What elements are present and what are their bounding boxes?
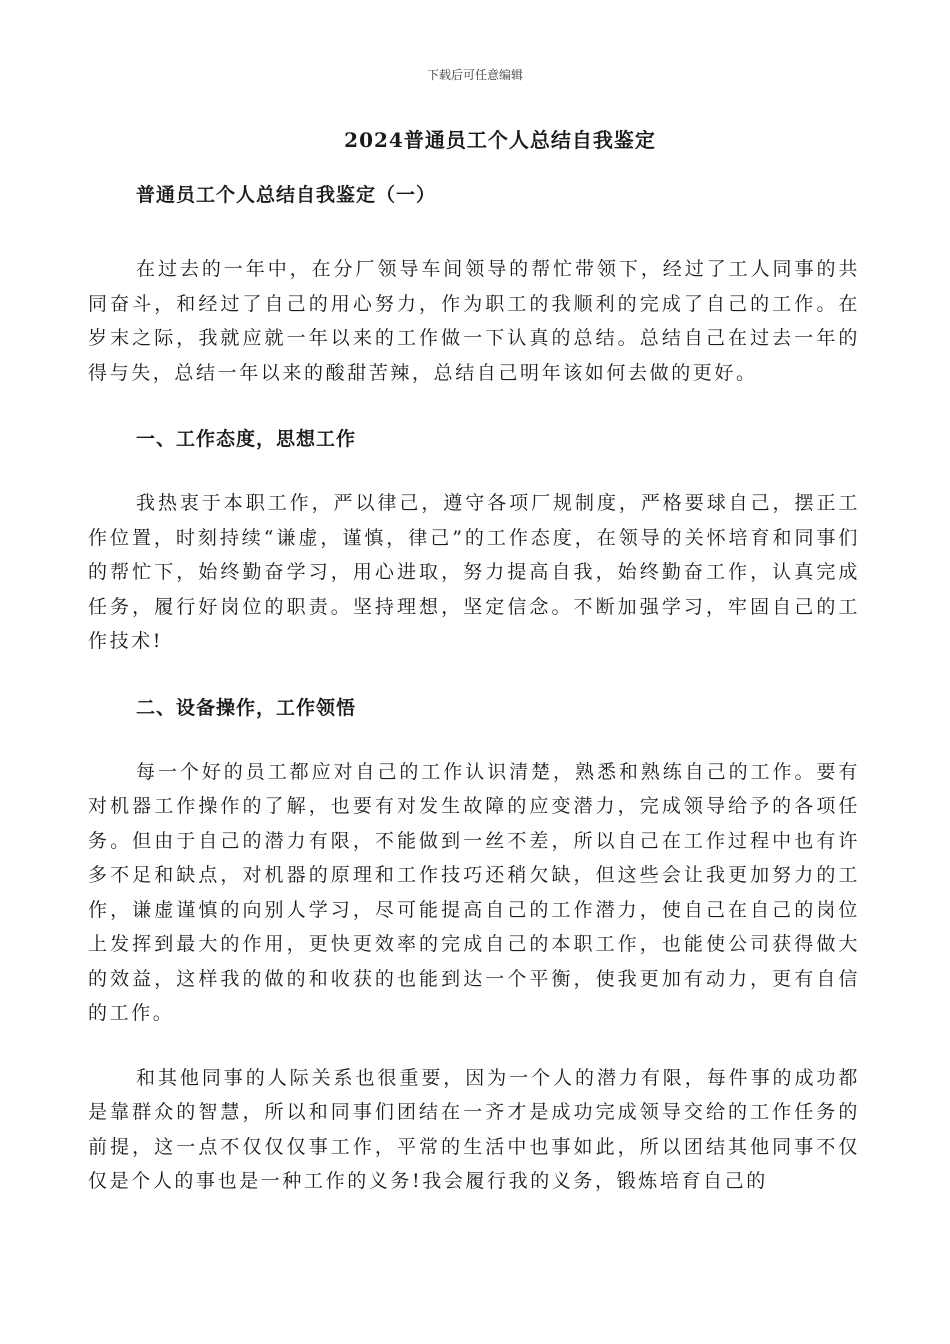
heading-work-attitude: 一、工作态度，思想工作 <box>136 428 357 450</box>
section-title: 普通员工个人总结自我鉴定（一） <box>136 184 437 206</box>
paragraph-equipment-operation: 每一个好的员工都应对自己的工作认识清楚，熟悉和熟练自己的工作。要有对机器工作操作的了解，也要有对发生故障的应变潜力，完成领导给予的各项任务。但由于自己的潜力有限，不能做到一丝不差，所以自己在工作过程中也有许多不足和缺点，对机器的原理和工作技巧还稍欠缺，但这些会让我更加努力的工作，谦虚谨慎的向别人学习，尽可能提高自己的工作潜力，使自己在自己的岗位上发挥到最大的作用，更快更效率的完成自己的本职工作，也能使公司获得做大的效益，这样我的做的和收获的也能到达一个平衡，使我更加有动力，更有自信的工作。 <box>88 760 860 1024</box>
document-body <box>88 178 860 1199</box>
header-note: 下载后可任意编辑 <box>426 68 523 82</box>
paragraph-intro: 在过去的一年中，在分厂领导车间领导的帮忙带领下，经过了工人同事的共同奋斗，和经过了自己的用心努力，作为职工的我顺利的完成了自己的工作。在岁末之际，我就应就一年以来的工作做一下认真的总结。总结自己在过去一年的得与失，总结一年以来的酸甜苦辣，总结自己明年该如何去做的更好。 <box>88 258 860 384</box>
paragraph-work-attitude: 我热衷于本职工作，严以律己，遵守各项厂规制度，严格要球自己，摆正工作位置，时刻持续“谦虚，谨慎，律己”的工作态度，在领导的关怀培育和同事们的帮忙下，始终勤奋学习，用心进取，努力提高自我，始终勤奋工作，认真完成任务，履行好岗位的职责。坚持理想，坚定信念。不断加强学习，牢固自己的工作技术! <box>88 492 860 652</box>
document-title: 2024普通员工个人总结自我鉴定 <box>344 128 656 152</box>
paragraph-relationships: 和其他同事的人际关系也很重要，因为一个人的潜力有限，每件事的成功都是靠群众的智慧，所以和同事们团结在一齐才是成功完成领导交给的工作任务的前提，这一点不仅仅仅事工作，平常的生活中也事如此，所以团结其他同事不仅仅是个人的事也是一种工作的义务!我会履行我的义务，锻炼培育自己的 <box>88 1066 860 1192</box>
heading-equipment-operation: 二、设备操作，工作领悟 <box>136 696 357 719</box>
